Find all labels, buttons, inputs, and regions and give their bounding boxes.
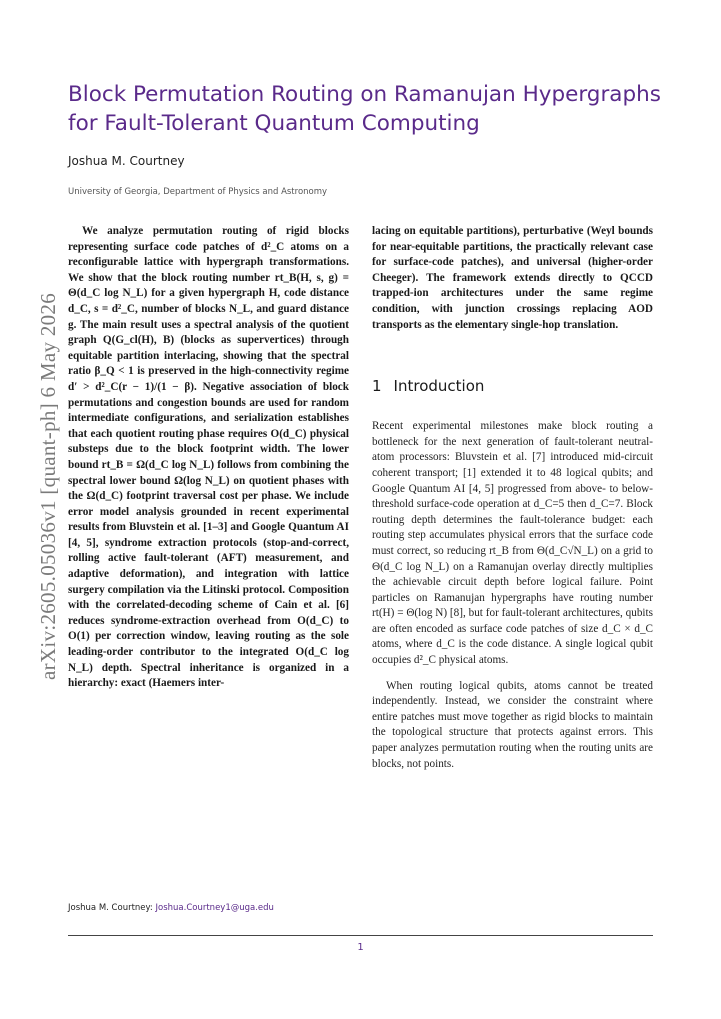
footnote-name: Joshua M. Courtney:	[68, 903, 153, 913]
abstract-right-column: lacing on equitable partitions), perturbative (Weyl bounds for near-equitable partitions, the practically relevant case for surface-code patches), and universal (higher-order Cheeger). The framework extends directly to QCCD trapped-ion architectures under the same regime condition, with junction crossings replacing AOD transports as the elementary single-hop translation.	[372, 225, 653, 331]
introduction-paragraph-2: When routing logical qubits, atoms cannot be treated independently. Instead, we consider the constraint where entire patches must move together as rigid blocks to maintain the topological structure that protects against errors. This paper analyzes permutation routing when the routing units are blocks, not points.	[372, 679, 653, 770]
footer-divider	[68, 935, 653, 936]
author-affiliation: University of Georgia, Department of Physics and Astronomy	[68, 187, 328, 197]
arxiv-identifier-stamp: arXiv:2605.05036v1 [quant-ph] 6 May 2026	[36, 292, 60, 680]
author-name: Joshua M. Courtney	[68, 154, 185, 168]
paper-title: Block Permutation Routing on Ramanujan Hypergraphs for Fault-Tolerant Quantum Computing	[68, 82, 661, 136]
page-number: 1	[357, 942, 364, 953]
section-number: 1	[372, 377, 382, 396]
section-title: Introduction	[393, 377, 485, 396]
author-email-link[interactable]: Joshua.Courtney1@uga.edu	[155, 903, 274, 913]
right-column	[372, 224, 653, 772]
introduction-paragraph-1: Recent experimental milestones make block routing a bottleneck for the next generation of fault-tolerant neutral-atom processors: Bluvstein et al. [7] introduced mid-circuit coherent transport; [1] extended it to 48 logical qubits; and Google Quantum AI [4, 5] progressed from above- to below-threshold surface-code operation at d_C=5 then d_C=7. Block routing depth determines the fault-tolerance budget: each routing step accumulates physical errors that the surface code must correct, so reducing rt_B from Θ(d_C√N_L) on a grid to Θ(d_C log N_L) on a Ramanujan overlay directly multiplies the achievable circuit depth before logical failure. Point particles on Ramanujan hypergraphs have routing number rt(H) = Θ(log N) [8], but for fault-tolerant architectures, qubits are often encoded as surface code patches of size d_C × d_C atoms, where d_C is the code distance. A single logical qubit occupies d²_C physical atoms.	[372, 420, 653, 667]
author-footnote	[68, 903, 274, 913]
abstract-left-column: We analyze permutation routing of rigid blocks representing surface code patches of d²_C atoms on a reconfigurable lattice with hypergraph transformations. We show that the block routing number rt_B(H, s, g) = Θ(d_C log N_L) for a given hypergraph H, code distance d_C, s = d²_C, number of blocks N_L, and guard distance g. The main result uses a spectral analysis of the quotient graph Q(G_cl(H), B) (blocks as supervertices) through equitable partition interlacing, showing that the spectral ratio β_Q < 1 is preserved in the high-connectivity regime d′ > d²_C(r − 1)/(1 − β). Negative association of block permutations and congestion bounds are used for random intermediate configurations, and serialization establishes that each quotient routing phase requires O(d_C) physical substeps due to the block footprint width. The lower bound rt_B = Ω(d_C log N_L) follows from combining the spectral lower bound Ω(log N_L) on quotient phases with the Ω(d_C) footprint traversal cost per phase. We include error model analysis grounded in recent experimental results from Bluvstein et al. [1–3] and Google Quantum AI [4, 5], syndrome extraction protocols (stop-and-correct, rolling active fault-tolerant (AFT) measurement, and adaptive deformation), and integration with lattice surgery compilation via the Litinski protocol. Composition with the correlated-decoding scheme of Cain et al. [6] reduces syndrome-extraction overhead from O(d_C) to O(1) per correction window, leaving routing as the sole leading-order contributor to the integrated O(d_C log N_L) depth. Spectral inheritance is organized in a hierarchy: exact (Haemers inter-	[68, 225, 349, 690]
section-heading-introduction	[372, 377, 653, 395]
